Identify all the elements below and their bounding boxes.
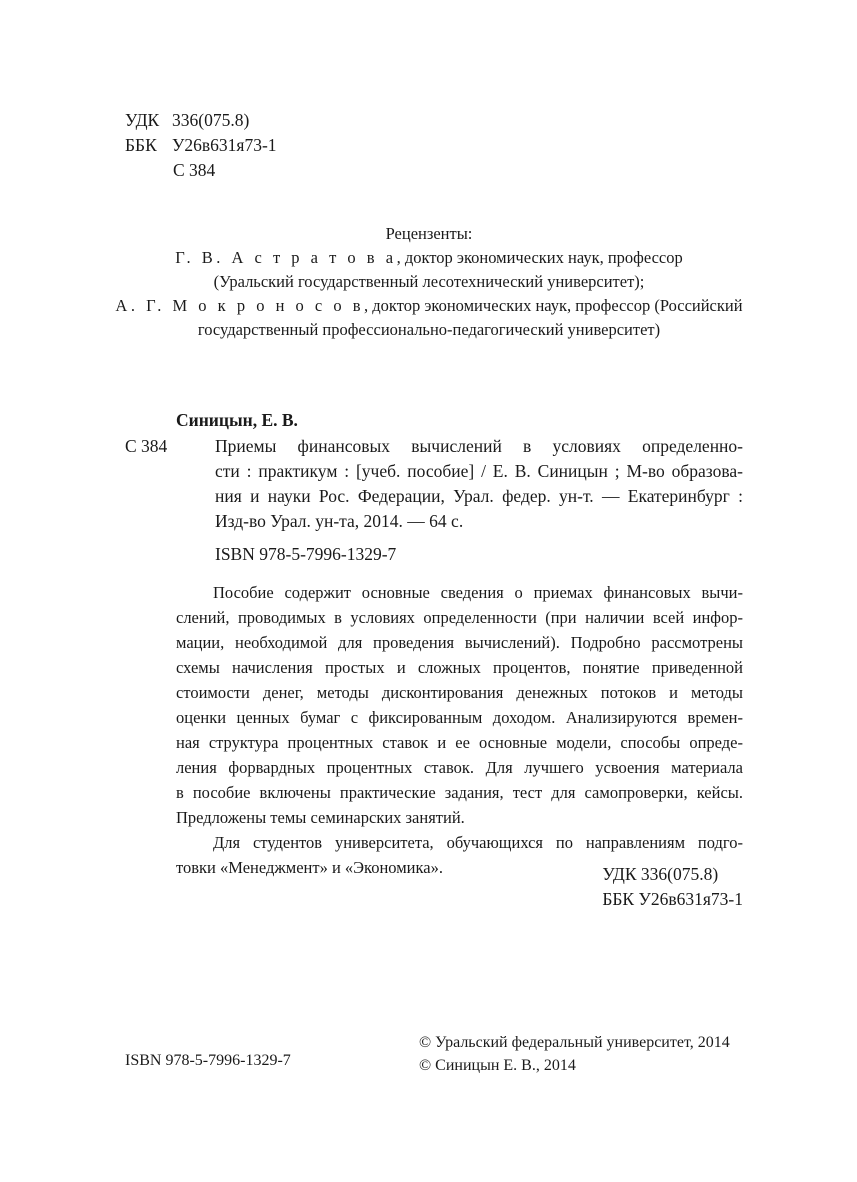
bbk-label: ББК: [125, 135, 157, 155]
reviewers-block: [100, 222, 758, 342]
bibliographic-description: [215, 434, 743, 534]
annotation-line: ления форвардных процентных ставок. Для лучшего усвоения материала: [176, 758, 743, 777]
udk-label: УДК: [125, 110, 160, 130]
annotation-line: Пособие содержит основные сведения о приемах финансовых вычи-: [213, 583, 743, 602]
udk-row: [125, 108, 277, 133]
annotation-line: стоимости денег, методы дисконтирования денежных потоков и методы: [176, 683, 743, 702]
reviewer-2-name: А. Г. М о к р о н о с о в: [115, 296, 365, 315]
audience-line: Для студентов университета, обучающихся по направлениям подго-: [213, 833, 743, 852]
copyright-block: [419, 1031, 730, 1077]
bib-line: Изд-во Урал. ун-та, 2014. — 64 с.: [215, 511, 464, 531]
annotation-line: ная структура процентных ставок и ее основные модели, способы опреде-: [176, 733, 743, 752]
classification-right: [602, 862, 743, 912]
reviewer-1: [100, 246, 758, 270]
annotation-line: в пособие включены практические задания, тест для самопроверки, кейсы.: [176, 783, 743, 802]
reviewer-1-org: (Уральский государственный лесотехнический университет);: [213, 272, 645, 291]
annotation-line: оценки ценных бумаг с фиксированным доходом. Анализируются времен-: [176, 708, 743, 727]
reviewers-heading: Рецензенты:: [385, 224, 473, 243]
reviewer-2: [100, 294, 758, 318]
isbn-footer: ISBN 978-5-7996-1329-7: [125, 1052, 291, 1069]
bib-line: Приемы финансовых вычислений в условиях определенно-: [215, 436, 743, 456]
bib-author-mark: С 384: [125, 436, 168, 456]
annotation-line: мации, необходимой для проведения вычислений). Подробно рассмотрены: [176, 633, 743, 652]
bbk-code: У26в631я73-1: [172, 135, 277, 155]
isbn-main: ISBN 978-5-7996-1329-7: [215, 544, 397, 564]
classification-block: [125, 108, 277, 183]
bib-line: ния и науки Рос. Федерации, Урал. федер. ун-т. — Екатеринбург :: [215, 486, 743, 506]
author-mark: С 384: [173, 160, 216, 180]
annotation-line: слений, проводимых в условиях определенности (при наличии всей инфор-: [176, 608, 743, 627]
copyright-line: © Уральский федеральный университет, 2014: [419, 1034, 730, 1051]
reviewer-1-name: Г. В. А с т р а т о в а: [175, 248, 397, 267]
bbk-right-line: ББК У26в631я73-1: [602, 889, 743, 909]
reviewer-1-degree: , доктор экономических наук, профессор: [396, 248, 683, 267]
reviewer-2-degree: , доктор экономических наук, профессор (Российский: [364, 296, 743, 315]
copyright-line: © Синицын Е. В., 2014: [419, 1057, 576, 1074]
udk-right-line: УДК 336(075.8): [602, 864, 719, 884]
bbk-row: [125, 133, 277, 158]
reviewer-2-org: государственный профессионально-педагогический университет): [197, 320, 661, 339]
annotation: [176, 580, 743, 880]
annotation-line: схемы начисления простых и сложных процентов, понятие приведенной: [176, 658, 743, 677]
bib-author: Синицын, Е. В.: [176, 410, 298, 430]
bib-line: сти : практикум : [учеб. пособие] / Е. В. Синицын ; М-во образова-: [215, 461, 743, 481]
annotation-line: Предложены темы семинарских занятий.: [176, 808, 465, 827]
udk-code: 336(075.8): [172, 110, 250, 130]
audience-line: товки «Менеджмент» и «Экономика».: [176, 858, 443, 877]
